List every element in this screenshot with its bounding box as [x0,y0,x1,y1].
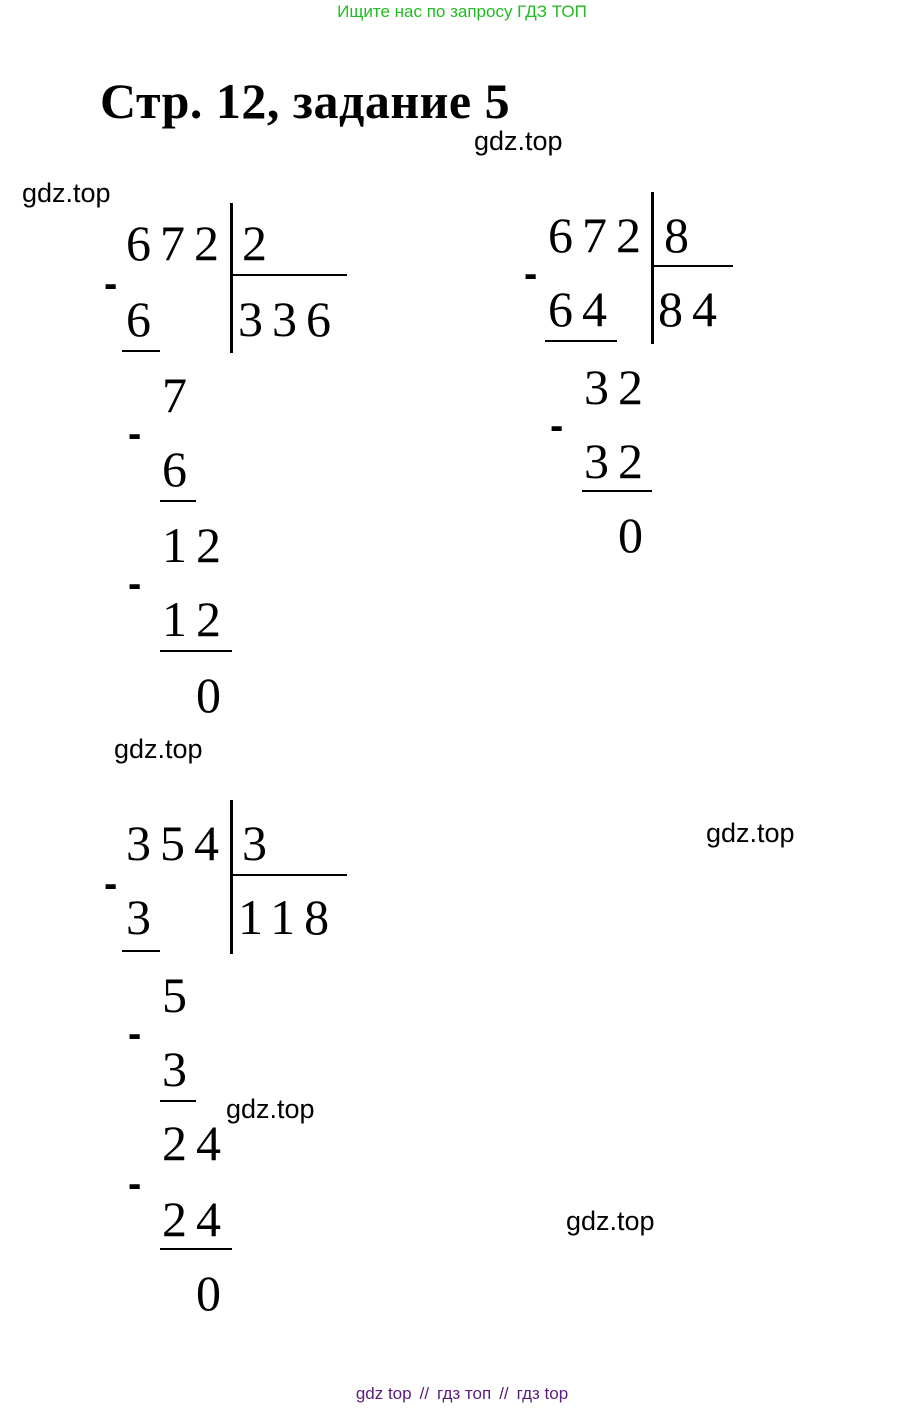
step-remainder: 7 [162,367,196,423]
minus-sign: - [550,404,564,448]
footer-text-gdz-top-mixed: гдз top [516,1384,569,1403]
quotient-line [232,874,347,876]
quotient-line [653,265,733,267]
quotient: 118 [238,889,339,945]
step-remainder: 24 [162,1115,230,1171]
footer-text-gdz-top: gdz top [355,1384,412,1403]
final-remainder: 0 [196,1265,230,1321]
step-line [160,650,232,652]
step-line [582,490,652,492]
step-line [122,350,160,352]
step-subtrahend: 6 [126,291,160,347]
divisor: 3 [242,815,276,871]
quotient: 336 [238,291,340,347]
footer-text-gdz-top-cyrillic: гдз топ [437,1384,492,1403]
step-subtrahend: 32 [584,433,652,489]
step-remainder: 5 [162,967,196,1023]
minus-sign: - [104,862,118,906]
step-line [545,340,617,342]
step-remainder: 12 [162,517,230,573]
watermark: gdz.top [114,734,203,764]
dividend: 354 [126,815,228,871]
final-remainder: 0 [196,667,230,723]
minus-sign: - [128,562,142,606]
divisor: 8 [664,207,698,263]
footer-separator: // [419,1384,430,1403]
minus-sign: - [128,1162,142,1206]
step-subtrahend: 3 [126,889,160,945]
watermark: gdz.top [566,1206,655,1236]
divisor: 2 [242,215,276,271]
final-remainder: 0 [618,507,652,563]
footer [0,1384,924,1404]
minus-sign: - [524,252,538,296]
watermark: gdz.top [226,1094,315,1124]
division-bar [230,203,233,353]
watermark: gdz.top [22,178,111,208]
watermark: gdz.top [474,126,563,156]
quotient: 84 [658,281,726,337]
step-remainder: 32 [584,359,652,415]
search-banner: Ищите нас по запросу ГДЗ ТОП [337,2,587,21]
watermark: gdz.top [706,818,795,848]
quotient-line [232,274,347,276]
page-title: Стр. 12, задание 5 [100,73,511,129]
step-subtrahend: 6 [162,441,196,497]
step-subtrahend: 24 [162,1191,230,1247]
minus-sign: - [128,1012,142,1056]
minus-sign: - [104,262,118,306]
step-line [122,950,160,952]
step-line [160,1248,232,1250]
division-bar [651,192,654,344]
step-subtrahend: 64 [548,281,616,337]
footer-separator: // [499,1384,509,1403]
dividend: 672 [126,215,228,271]
dividend: 672 [548,207,650,263]
step-line [160,1100,196,1102]
step-subtrahend: 12 [162,591,230,647]
step-line [160,500,196,502]
step-subtrahend: 3 [162,1041,196,1097]
division-bar [230,800,233,954]
minus-sign: - [128,412,142,456]
